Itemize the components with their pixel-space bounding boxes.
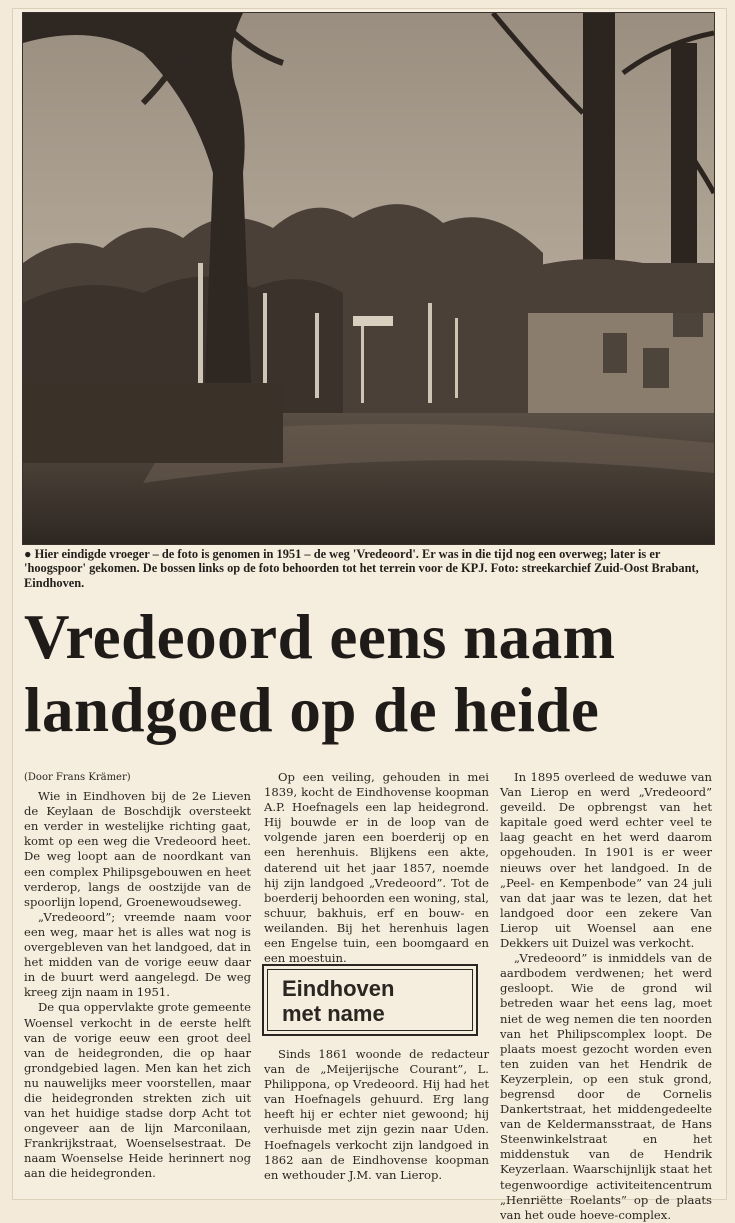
series-title-line-1: Eindhoven bbox=[282, 976, 395, 1001]
headline-line-1: Vredeoord eens naam bbox=[24, 602, 616, 672]
byline: (Door Frans Krämer) bbox=[24, 772, 131, 783]
article-headline bbox=[24, 601, 714, 747]
series-title-line-2: met name bbox=[282, 1001, 385, 1026]
series-box-inner bbox=[267, 969, 473, 1031]
paragraph: Sinds 1861 woonde de redacteur van de „Meijerijsche Courant”, L. Philippona, op Vredeoord. Hij had het van Hoefnagels gehuurd. Erg lang heeft hij er echter niet gewoond; hij verhuisde met zijn gezin naar Uden. Hoefnagels verkocht zijn landgoed in 1862 aan de Eindhovense koopman en wethouder J.M. van Lierop. bbox=[264, 1047, 489, 1182]
paragraph: De qua oppervlakte grote gemeente Woensel verkocht in de eerste helft van de vorige eeuw een groot deel van de heidegronden, die op haar grondgebied lagen. Men kan het zich nu nauwelijks meer voorstellen, maar die heidegronden strekten zich uit van het huidige stadse dorp Acht tot ongeveer aan de lijn Marconilaan, Frankrijkstraat, Woenselsestraat. De naam Woenselse Heide herinnert nog aan die heidegronden. bbox=[24, 1000, 251, 1181]
paragraph: „Vredeoord”; vreemde naam voor een weg, maar het is alles wat nog is overgebleven van het landgoed, dat in het midden van de vorige eeuw daar in de buurt werd aangelegd. De weg kreeg zijn naam in 1951. bbox=[24, 909, 251, 1000]
article-column-2-top bbox=[264, 770, 489, 966]
article-column-2-bottom bbox=[264, 1047, 489, 1183]
photo-road-vredeoord-1951 bbox=[23, 13, 714, 544]
article-column-1 bbox=[24, 770, 251, 1182]
paragraph: „Vredeoord” is inmiddels van de aardbodem verdwenen; het werd gesloopt. Wie de grond wil betreden waar het eens lag, moet niet de weg nemen die ten noorden van het Philipscomplex loopt. De plaats moest gezocht worden even ten zuiden van het Hendrik de Keyzerplein, op een stuk grond, begrensd door de Cornelis Dankertstraat, het middengedeelte van de Keldermansstraat, de Hans Steenwinkelstraat en het middenstuk van de Hendrik Keyzerlaan. Waarschijnlijk staat het tegenwoordige activiteitencentrum „Henriëtte Roelants” op de plaats van het oude hoeve-complex. bbox=[500, 951, 712, 1222]
historic-photo bbox=[22, 12, 715, 545]
article-column-3 bbox=[500, 770, 712, 1223]
headline-line-2: landgoed op de heide bbox=[24, 675, 600, 745]
paragraph: Wie in Eindhoven bij de 2e Lieven de Keylaan de Boschdijk oversteekt en verder in westelijke richting gaat, komt op een weg die Vredeoord heet. De weg loopt aan de noordkant van een complex Philipsgebouwen en heet verderop, langs de oostzijde van de spoorlijn lopend, Groenewoudseweg. bbox=[24, 789, 251, 909]
photo-caption: ● Hier eindigde vroeger – de foto is genomen in 1951 – de weg 'Vredeoord'. Er was in die tijd nog een overweg; later is er 'hoogspoor' gekomen. De bossen links op de foto behoorden tot het terrein voor de KPJ. Foto: streekarchief Zuid-Oost Brabant, Eindhoven. bbox=[24, 547, 699, 590]
paragraph: Op een veiling, gehouden in mei 1839, kocht de Eindhovense koopman A.P. Hoefnagels een lap heidegrond. Hij bouwde er in de loop van de volgende jaren een boerderij op en een herenhuis. Blijkens een akte, daterend uit het jaar 1857, noemde hij zijn landgoed „Vredeoord”. Tot de boerderij behoorden een woning, stal, schuur, bakhuis, erf en bouw- en weilanden. Bij het herenhuis lagen een Engelse tuin, een boomgaard en een moestuin. bbox=[264, 770, 489, 966]
paragraph: In 1895 overleed de weduwe van Van Lierop en werd „Vredeoord” geveild. De opbrengst van het kapitale goed werd echter veel te laag geacht en het werd daarom opgehouden. In 1901 is er weer nieuws over het landgoed. In de „Peel- en Kempenbode” van 24 juli van dat jaar was te lezen, dat het landgoed door een zekere Van Lierop uit Woensel aan ene Dekkers uit Duizel was verkocht. bbox=[500, 770, 712, 951]
series-box bbox=[262, 964, 478, 1036]
